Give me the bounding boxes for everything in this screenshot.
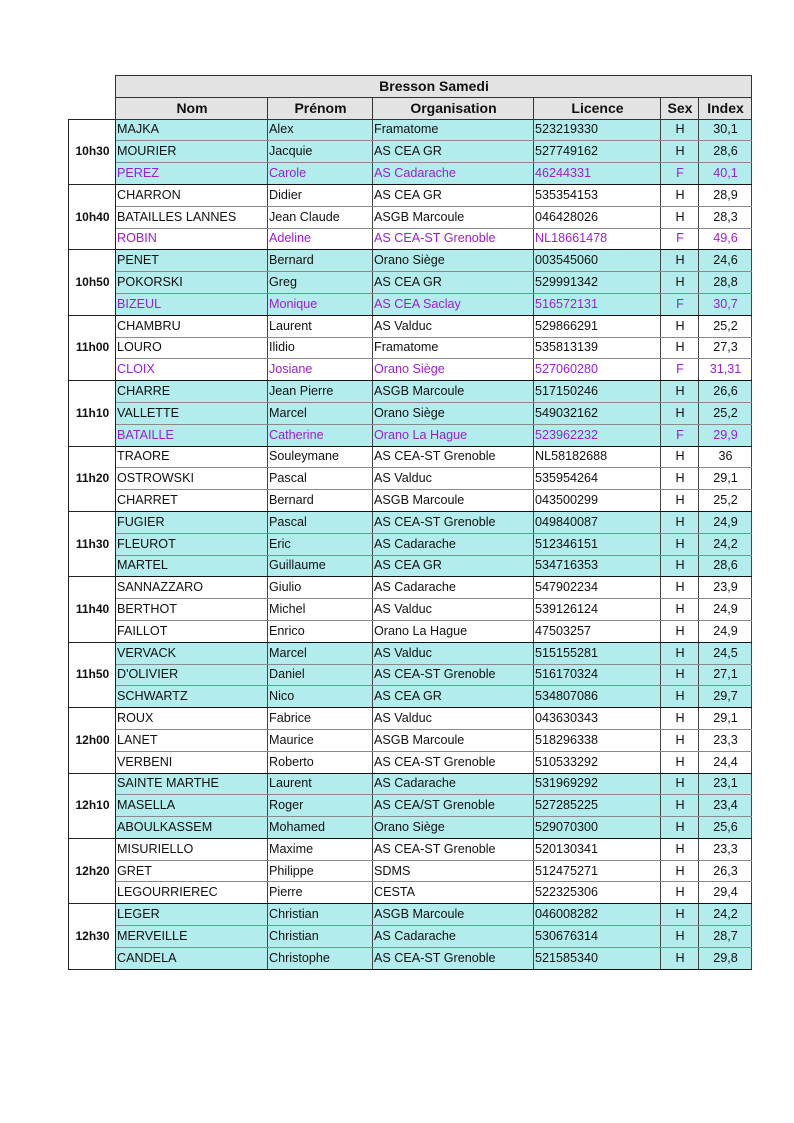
- organisation-cell: AS CEA Saclay: [373, 293, 534, 315]
- sex-cell: H: [661, 555, 699, 577]
- organisation-cell: AS CEA-ST Grenoble: [373, 511, 534, 533]
- tee-time-cell: 10h50: [69, 250, 116, 315]
- sex-cell: H: [661, 926, 699, 948]
- nom-cell: BERTHOT: [116, 599, 268, 621]
- licence-cell: 523962232: [534, 424, 661, 446]
- table-row: [69, 664, 752, 686]
- licence-cell: 549032162: [534, 402, 661, 424]
- licence-cell: 517150246: [534, 381, 661, 403]
- sheet-title: Bresson Samedi: [116, 76, 752, 98]
- organisation-cell: AS CEA GR: [373, 555, 534, 577]
- table-row: [69, 817, 752, 839]
- licence-cell: 547902234: [534, 577, 661, 599]
- licence-cell: 534716353: [534, 555, 661, 577]
- organisation-cell: ASGB Marcoule: [373, 904, 534, 926]
- sex-cell: H: [661, 860, 699, 882]
- index-cell: 49,6: [699, 228, 752, 250]
- sex-cell: H: [661, 315, 699, 337]
- index-cell: 28,6: [699, 141, 752, 163]
- table-row: [69, 468, 752, 490]
- tee-time-cell: 12h30: [69, 904, 116, 969]
- sex-cell: H: [661, 751, 699, 773]
- organisation-cell: Orano Siège: [373, 817, 534, 839]
- organisation-cell: AS CEA GR: [373, 141, 534, 163]
- prenom-cell: Josiane: [268, 359, 373, 381]
- index-cell: 23,1: [699, 773, 752, 795]
- nom-cell: MAJKA: [116, 119, 268, 141]
- prenom-cell: Mohamed: [268, 817, 373, 839]
- index-cell: 27,1: [699, 664, 752, 686]
- table-row: [69, 620, 752, 642]
- prenom-cell: Giulio: [268, 577, 373, 599]
- licence-cell: 46244331: [534, 163, 661, 185]
- licence-cell: 539126124: [534, 599, 661, 621]
- nom-cell: ROUX: [116, 708, 268, 730]
- organisation-cell: AS Valduc: [373, 599, 534, 621]
- header-sex: Sex: [661, 97, 699, 119]
- index-cell: 28,6: [699, 555, 752, 577]
- table-row: [69, 904, 752, 926]
- licence-cell: 512475271: [534, 860, 661, 882]
- nom-cell: MERVEILLE: [116, 926, 268, 948]
- organisation-cell: AS Valduc: [373, 315, 534, 337]
- sex-cell: H: [661, 381, 699, 403]
- sex-cell: H: [661, 119, 699, 141]
- prenom-cell: Maxime: [268, 838, 373, 860]
- sex-cell: H: [661, 468, 699, 490]
- table-row: [69, 250, 752, 272]
- nom-cell: CLOIX: [116, 359, 268, 381]
- table-row: [69, 184, 752, 206]
- licence-cell: 529991342: [534, 272, 661, 294]
- prenom-cell: Michel: [268, 599, 373, 621]
- table-row: [69, 381, 752, 403]
- table-row: [69, 490, 752, 512]
- index-cell: 28,3: [699, 206, 752, 228]
- index-cell: 24,9: [699, 599, 752, 621]
- organisation-cell: ASGB Marcoule: [373, 381, 534, 403]
- nom-cell: SANNAZZARO: [116, 577, 268, 599]
- prenom-cell: Nico: [268, 686, 373, 708]
- licence-cell: NL18661478: [534, 228, 661, 250]
- table-row: [69, 337, 752, 359]
- table-row: [69, 577, 752, 599]
- organisation-cell: Orano La Hague: [373, 424, 534, 446]
- sex-cell: H: [661, 490, 699, 512]
- index-cell: 29,9: [699, 424, 752, 446]
- index-cell: 40,1: [699, 163, 752, 185]
- nom-cell: PEREZ: [116, 163, 268, 185]
- licence-cell: 521585340: [534, 947, 661, 969]
- organisation-cell: AS CEA-ST Grenoble: [373, 838, 534, 860]
- organisation-cell: CESTA: [373, 882, 534, 904]
- index-cell: 30,1: [699, 119, 752, 141]
- header-prenom: Prénom: [268, 97, 373, 119]
- nom-cell: CHARRET: [116, 490, 268, 512]
- organisation-cell: AS Cadarache: [373, 926, 534, 948]
- licence-cell: 516572131: [534, 293, 661, 315]
- table-row: [69, 359, 752, 381]
- nom-cell: VALLETTE: [116, 402, 268, 424]
- index-cell: 24,2: [699, 533, 752, 555]
- table-row: [69, 751, 752, 773]
- prenom-cell: Souleymane: [268, 446, 373, 468]
- nom-cell: CHARRON: [116, 184, 268, 206]
- table-row: [69, 424, 752, 446]
- sex-cell: F: [661, 228, 699, 250]
- prenom-cell: Maurice: [268, 729, 373, 751]
- sex-cell: H: [661, 642, 699, 664]
- licence-cell: 527749162: [534, 141, 661, 163]
- index-cell: 25,2: [699, 402, 752, 424]
- organisation-cell: AS Cadarache: [373, 577, 534, 599]
- table-row: [69, 293, 752, 315]
- licence-cell: NL58182688: [534, 446, 661, 468]
- tee-time-cell: 12h20: [69, 838, 116, 903]
- table-row: [69, 163, 752, 185]
- index-cell: 25,6: [699, 817, 752, 839]
- index-cell: 25,2: [699, 490, 752, 512]
- table-row: [69, 555, 752, 577]
- prenom-cell: Jean Claude: [268, 206, 373, 228]
- index-cell: 29,7: [699, 686, 752, 708]
- sex-cell: F: [661, 163, 699, 185]
- nom-cell: MISURIELLO: [116, 838, 268, 860]
- tee-time-cell: 12h10: [69, 773, 116, 838]
- prenom-cell: Laurent: [268, 773, 373, 795]
- tee-time-cell: 11h50: [69, 642, 116, 707]
- organisation-cell: Framatome: [373, 337, 534, 359]
- prenom-cell: Philippe: [268, 860, 373, 882]
- sex-cell: F: [661, 293, 699, 315]
- column-header-row: [69, 97, 752, 119]
- sex-cell: H: [661, 184, 699, 206]
- nom-cell: OSTROWSKI: [116, 468, 268, 490]
- sex-cell: H: [661, 664, 699, 686]
- index-cell: 23,9: [699, 577, 752, 599]
- organisation-cell: AS Valduc: [373, 708, 534, 730]
- index-cell: 24,4: [699, 751, 752, 773]
- organisation-cell: Orano Siège: [373, 250, 534, 272]
- organisation-cell: Orano Siège: [373, 359, 534, 381]
- table-row: [69, 533, 752, 555]
- prenom-cell: Eric: [268, 533, 373, 555]
- table-row: [69, 315, 752, 337]
- index-cell: 24,2: [699, 904, 752, 926]
- nom-cell: LEGOURRIEREC: [116, 882, 268, 904]
- nom-cell: MARTEL: [116, 555, 268, 577]
- prenom-cell: Christian: [268, 904, 373, 926]
- tee-time-cell: 11h40: [69, 577, 116, 642]
- licence-cell: 529866291: [534, 315, 661, 337]
- header-organisation: Organisation: [373, 97, 534, 119]
- index-cell: 23,4: [699, 795, 752, 817]
- sex-cell: H: [661, 947, 699, 969]
- index-cell: 29,1: [699, 468, 752, 490]
- nom-cell: LEGER: [116, 904, 268, 926]
- table-row: [69, 228, 752, 250]
- table-row: [69, 773, 752, 795]
- prenom-cell: Monique: [268, 293, 373, 315]
- table-row: [69, 599, 752, 621]
- organisation-cell: AS Valduc: [373, 468, 534, 490]
- index-cell: 29,8: [699, 947, 752, 969]
- licence-cell: 47503257: [534, 620, 661, 642]
- organisation-cell: AS CEA-ST Grenoble: [373, 446, 534, 468]
- title-row: [69, 76, 752, 98]
- index-cell: 24,9: [699, 620, 752, 642]
- sex-cell: H: [661, 272, 699, 294]
- table-row: [69, 511, 752, 533]
- index-cell: 24,6: [699, 250, 752, 272]
- tee-time-cell: 11h20: [69, 446, 116, 511]
- organisation-cell: AS Cadarache: [373, 773, 534, 795]
- organisation-cell: AS CEA-ST Grenoble: [373, 947, 534, 969]
- blank-corner: [69, 97, 116, 119]
- sex-cell: H: [661, 686, 699, 708]
- nom-cell: BATAILLES LANNES: [116, 206, 268, 228]
- nom-cell: POKORSKI: [116, 272, 268, 294]
- prenom-cell: Ilidio: [268, 337, 373, 359]
- licence-cell: 518296338: [534, 729, 661, 751]
- table-row: [69, 947, 752, 969]
- nom-cell: LANET: [116, 729, 268, 751]
- nom-cell: MOURIER: [116, 141, 268, 163]
- organisation-cell: Orano La Hague: [373, 620, 534, 642]
- sex-cell: H: [661, 533, 699, 555]
- sex-cell: H: [661, 402, 699, 424]
- licence-cell: 049840087: [534, 511, 661, 533]
- licence-cell: 534807086: [534, 686, 661, 708]
- index-cell: 26,3: [699, 860, 752, 882]
- prenom-cell: Pascal: [268, 511, 373, 533]
- licence-cell: 523219330: [534, 119, 661, 141]
- licence-cell: 003545060: [534, 250, 661, 272]
- nom-cell: BIZEUL: [116, 293, 268, 315]
- prenom-cell: Laurent: [268, 315, 373, 337]
- table-row: [69, 141, 752, 163]
- organisation-cell: AS Valduc: [373, 642, 534, 664]
- prenom-cell: Guillaume: [268, 555, 373, 577]
- header-licence: Licence: [534, 97, 661, 119]
- sex-cell: H: [661, 577, 699, 599]
- prenom-cell: Didier: [268, 184, 373, 206]
- header-nom: Nom: [116, 97, 268, 119]
- prenom-cell: Christian: [268, 926, 373, 948]
- sex-cell: H: [661, 729, 699, 751]
- prenom-cell: Catherine: [268, 424, 373, 446]
- header-index: Index: [699, 97, 752, 119]
- table-row: [69, 926, 752, 948]
- organisation-cell: AS CEA-ST Grenoble: [373, 228, 534, 250]
- nom-cell: VERVACK: [116, 642, 268, 664]
- index-cell: 28,9: [699, 184, 752, 206]
- organisation-cell: Orano Siège: [373, 402, 534, 424]
- organisation-cell: AS CEA-ST Grenoble: [373, 751, 534, 773]
- licence-cell: 043630343: [534, 708, 661, 730]
- table-row: [69, 795, 752, 817]
- tee-time-cell: 11h00: [69, 315, 116, 380]
- sex-cell: F: [661, 424, 699, 446]
- licence-cell: 520130341: [534, 838, 661, 860]
- nom-cell: FUGIER: [116, 511, 268, 533]
- sex-cell: H: [661, 773, 699, 795]
- sex-cell: H: [661, 817, 699, 839]
- prenom-cell: Daniel: [268, 664, 373, 686]
- index-cell: 31,31: [699, 359, 752, 381]
- sex-cell: H: [661, 708, 699, 730]
- prenom-cell: Marcel: [268, 642, 373, 664]
- table-row: [69, 838, 752, 860]
- table-row: [69, 860, 752, 882]
- nom-cell: SCHWARTZ: [116, 686, 268, 708]
- licence-cell: 510533292: [534, 751, 661, 773]
- table-row: [69, 119, 752, 141]
- prenom-cell: Carole: [268, 163, 373, 185]
- prenom-cell: Marcel: [268, 402, 373, 424]
- table-row: [69, 642, 752, 664]
- table-row: [69, 729, 752, 751]
- nom-cell: SAINTE MARTHE: [116, 773, 268, 795]
- prenom-cell: Jean Pierre: [268, 381, 373, 403]
- nom-cell: CHAMBRU: [116, 315, 268, 337]
- sex-cell: H: [661, 446, 699, 468]
- index-cell: 28,8: [699, 272, 752, 294]
- licence-cell: 522325306: [534, 882, 661, 904]
- tee-time-cell: 12h00: [69, 708, 116, 773]
- sex-cell: H: [661, 882, 699, 904]
- prenom-cell: Bernard: [268, 490, 373, 512]
- licence-cell: 529070300: [534, 817, 661, 839]
- organisation-cell: AS CEA GR: [373, 272, 534, 294]
- sex-cell: H: [661, 620, 699, 642]
- prenom-cell: Alex: [268, 119, 373, 141]
- organisation-cell: Framatome: [373, 119, 534, 141]
- sex-cell: H: [661, 904, 699, 926]
- organisation-cell: SDMS: [373, 860, 534, 882]
- sex-cell: H: [661, 337, 699, 359]
- table-row: [69, 402, 752, 424]
- prenom-cell: Christophe: [268, 947, 373, 969]
- nom-cell: BATAILLE: [116, 424, 268, 446]
- sex-cell: H: [661, 795, 699, 817]
- prenom-cell: Enrico: [268, 620, 373, 642]
- table-row: [69, 882, 752, 904]
- nom-cell: VERBENI: [116, 751, 268, 773]
- prenom-cell: Jacquie: [268, 141, 373, 163]
- sex-cell: H: [661, 599, 699, 621]
- table-row: [69, 708, 752, 730]
- blank-corner: [69, 76, 116, 98]
- index-cell: 23,3: [699, 729, 752, 751]
- licence-cell: 531969292: [534, 773, 661, 795]
- licence-cell: 527285225: [534, 795, 661, 817]
- organisation-cell: AS CEA/ST Grenoble: [373, 795, 534, 817]
- table-body: [69, 119, 752, 969]
- index-cell: 26,6: [699, 381, 752, 403]
- prenom-cell: Roberto: [268, 751, 373, 773]
- nom-cell: ROBIN: [116, 228, 268, 250]
- prenom-cell: Greg: [268, 272, 373, 294]
- nom-cell: PENET: [116, 250, 268, 272]
- index-cell: 29,1: [699, 708, 752, 730]
- licence-cell: 530676314: [534, 926, 661, 948]
- organisation-cell: ASGB Marcoule: [373, 490, 534, 512]
- tee-time-cell: 10h30: [69, 119, 116, 184]
- nom-cell: FLEUROT: [116, 533, 268, 555]
- organisation-cell: ASGB Marcoule: [373, 206, 534, 228]
- sex-cell: F: [661, 359, 699, 381]
- prenom-cell: Pascal: [268, 468, 373, 490]
- organisation-cell: AS CEA GR: [373, 686, 534, 708]
- organisation-cell: AS CEA GR: [373, 184, 534, 206]
- sex-cell: H: [661, 206, 699, 228]
- organisation-cell: AS Cadarache: [373, 533, 534, 555]
- licence-cell: 046428026: [534, 206, 661, 228]
- index-cell: 30,7: [699, 293, 752, 315]
- index-cell: 24,5: [699, 642, 752, 664]
- index-cell: 24,9: [699, 511, 752, 533]
- prenom-cell: Adeline: [268, 228, 373, 250]
- nom-cell: FAILLOT: [116, 620, 268, 642]
- organisation-cell: ASGB Marcoule: [373, 729, 534, 751]
- organisation-cell: AS CEA-ST Grenoble: [373, 664, 534, 686]
- organisation-cell: AS Cadarache: [373, 163, 534, 185]
- table-row: [69, 686, 752, 708]
- nom-cell: D'OLIVIER: [116, 664, 268, 686]
- nom-cell: CANDELA: [116, 947, 268, 969]
- tee-time-cell: 10h40: [69, 184, 116, 249]
- licence-cell: 046008282: [534, 904, 661, 926]
- tee-time-cell: 11h10: [69, 381, 116, 446]
- licence-cell: 043500299: [534, 490, 661, 512]
- prenom-cell: Fabrice: [268, 708, 373, 730]
- licence-cell: 527060280: [534, 359, 661, 381]
- licence-cell: 512346151: [534, 533, 661, 555]
- nom-cell: LOURO: [116, 337, 268, 359]
- table-row: [69, 206, 752, 228]
- index-cell: 28,7: [699, 926, 752, 948]
- sex-cell: H: [661, 511, 699, 533]
- licence-cell: 515155281: [534, 642, 661, 664]
- index-cell: 27,3: [699, 337, 752, 359]
- licence-cell: 516170324: [534, 664, 661, 686]
- prenom-cell: Bernard: [268, 250, 373, 272]
- nom-cell: GRET: [116, 860, 268, 882]
- sex-cell: H: [661, 838, 699, 860]
- licence-cell: 535813139: [534, 337, 661, 359]
- tee-time-table: [68, 75, 752, 970]
- tee-time-cell: 11h30: [69, 511, 116, 576]
- index-cell: 36: [699, 446, 752, 468]
- nom-cell: MASELLA: [116, 795, 268, 817]
- nom-cell: ABOULKASSEM: [116, 817, 268, 839]
- licence-cell: 535954264: [534, 468, 661, 490]
- table-row: [69, 446, 752, 468]
- prenom-cell: Roger: [268, 795, 373, 817]
- index-cell: 25,2: [699, 315, 752, 337]
- nom-cell: CHARRE: [116, 381, 268, 403]
- licence-cell: 535354153: [534, 184, 661, 206]
- index-cell: 23,3: [699, 838, 752, 860]
- nom-cell: TRAORE: [116, 446, 268, 468]
- index-cell: 29,4: [699, 882, 752, 904]
- sex-cell: H: [661, 250, 699, 272]
- prenom-cell: Pierre: [268, 882, 373, 904]
- table-row: [69, 272, 752, 294]
- sex-cell: H: [661, 141, 699, 163]
